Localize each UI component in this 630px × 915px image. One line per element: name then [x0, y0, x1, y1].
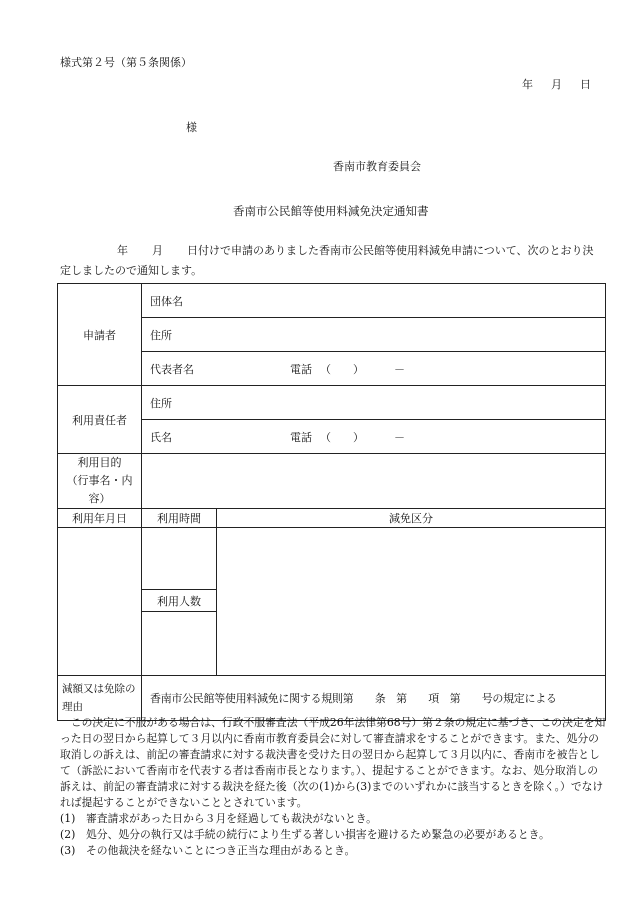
time-column-header: 利用時間: [142, 509, 217, 528]
document-title: 香南市公民館等使用料減免決定通知書: [233, 204, 429, 218]
notice-item-3: (3) その他裁決を経ないことにつき正当な理由があるとき。: [60, 844, 356, 857]
reason-label: 減額又は免除の 理由: [58, 676, 142, 721]
reason-field: 香南市公民館等使用料減免に関する規則第 条 第 項 第 号の規定による: [142, 676, 606, 721]
category-column-header: 減免区分: [217, 509, 606, 528]
address-label: 住所: [150, 328, 172, 342]
manager-address-field[interactable]: [142, 386, 606, 420]
manager-name-label: 氏名: [150, 430, 172, 444]
applicant-label: 申請者: [58, 284, 142, 386]
group-name-field[interactable]: [142, 284, 606, 318]
date-month: 月: [551, 78, 562, 91]
date-field[interactable]: [58, 528, 142, 676]
form-table: [57, 283, 606, 721]
manager-address-label: 住所: [150, 396, 172, 410]
purpose-label: 利用目的 （行事名・内容）: [58, 454, 142, 509]
manager-phone: 電話 （ ） －: [290, 430, 405, 444]
representative-field[interactable]: [142, 352, 606, 386]
purpose-field[interactable]: [142, 454, 606, 509]
appeal-notice: [60, 715, 607, 859]
notice-item-1: (1) 審査請求があった日から３月を経過しても裁決がないとき。: [60, 812, 377, 825]
form-number: 様式第２号（第５条関係）: [60, 56, 192, 69]
date-day: 日: [580, 78, 591, 91]
notice-item-2: (2) 処分、処分の執行又は手続の続行により生ずる著しい損害を避けるため緊急の必要があるとき。: [60, 828, 550, 841]
manager-name-field[interactable]: [142, 420, 606, 454]
manager-label: 利用責任者: [58, 386, 142, 454]
intro-month: 月: [152, 244, 163, 257]
intro-body: 日付けで申請のありました香南市公民館等使用料減免申請について、次のとおり決定しましたので通知します。: [60, 244, 594, 277]
date-line: [522, 76, 591, 92]
people-field[interactable]: [142, 612, 217, 676]
date-column-header: 利用年月日: [58, 509, 142, 528]
people-label: 利用人数: [142, 590, 217, 612]
addressee-suffix: 様: [186, 121, 197, 134]
representative-label: 代表者名: [150, 362, 194, 376]
intro-year: 年: [117, 244, 128, 257]
date-year: 年: [522, 78, 533, 91]
notice-paragraph: この決定に不服がある場合は、行政不服審査法（平成26年法律第68号）第２条の規定に基づき、この決定を知った日の翌日から起算して３月以内に香南市教育委員会に対して審査請求をすることができます。また、処分の取消しの訴えは、前記の審査請求に対する裁決書を受けた日の翌日から起算して３月以内に、香南市を被告として（訴訟において香南市を代表する者は香南市長となります。）、提起することができます。なお、処分取消しの訴えは、前記の審査請求に対する裁決を経た後（次の(1)から(3)までのいずれかに該当するときを除く。）でなければ提起することができないこととされています。: [60, 716, 606, 809]
category-field[interactable]: [217, 528, 606, 676]
time-field[interactable]: [142, 528, 217, 590]
applicant-phone: 電話 （ ） －: [290, 362, 405, 376]
issuer: 香南市教育委員会: [333, 160, 421, 173]
group-name-label: 団体名: [150, 294, 183, 308]
address-field[interactable]: [142, 318, 606, 352]
intro-text: [60, 241, 604, 281]
